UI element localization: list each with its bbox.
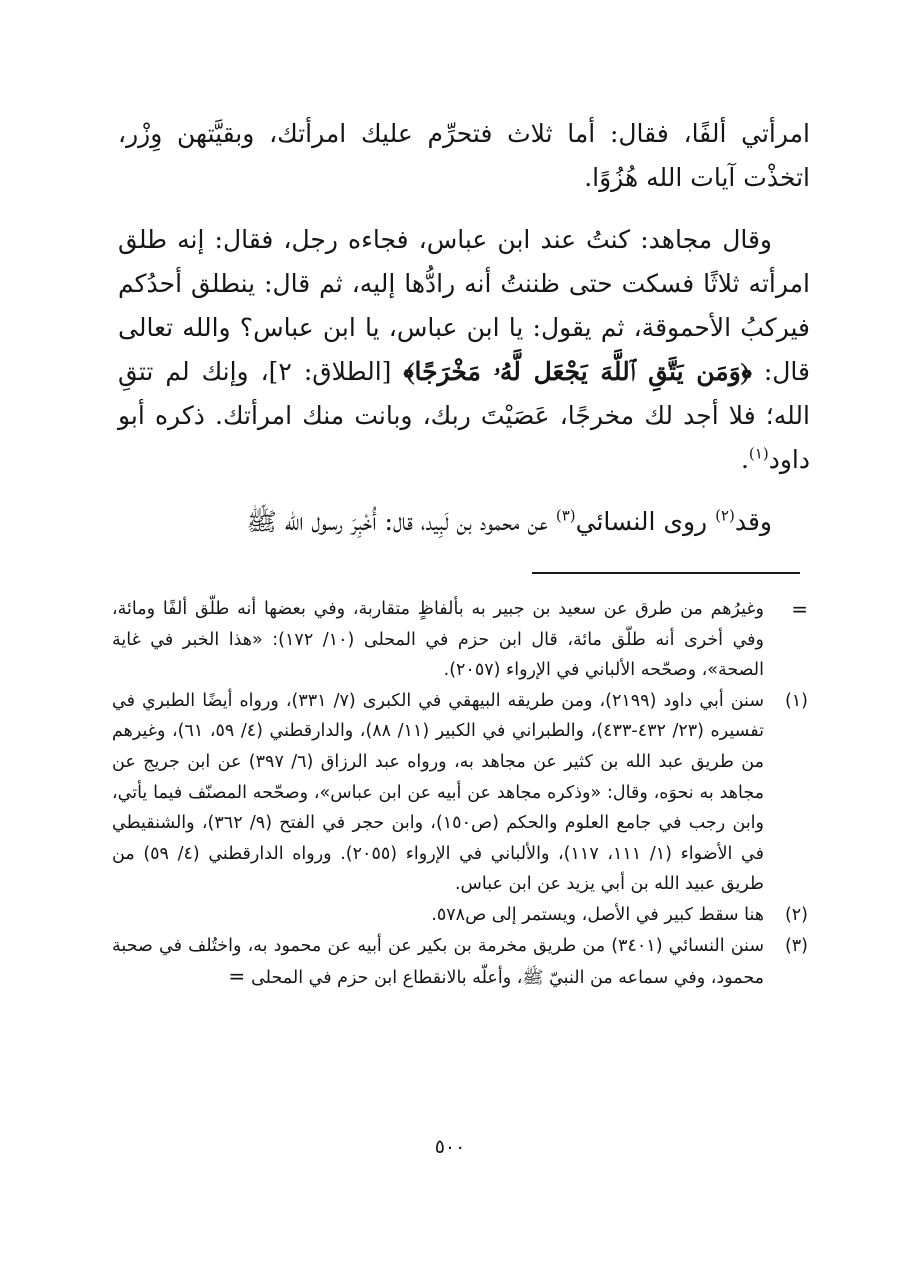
- paragraph-2-end: .: [740, 445, 749, 474]
- paragraph-3-text-b: روى النسائي: [575, 507, 716, 536]
- footnote-1: [112, 686, 808, 900]
- footnote-2-text: هنا سقط كبير في الأصل، ويستمر إلى ص٥٧٨.: [431, 904, 764, 925]
- page-number: ٥٠٠: [434, 1136, 466, 1158]
- paragraph-2: [118, 218, 810, 482]
- footnote-divider: [532, 572, 800, 574]
- footnote-2: [112, 900, 808, 931]
- footnote-3: [112, 931, 808, 994]
- footnote-3-text: سنن النسائي (٣٤٠١) من طريق مخرمة بن بكير عن أبيه عن محمود به، واختُلف في صحبة محمود، وفي سماعه من النبيّ ﷺ، وأعلّه بالانقطاع ابن حزم في المحلى: [112, 935, 764, 989]
- footnote-continued: [112, 594, 808, 686]
- paragraph-2-text-after: [الطلاق: ٢]، وإنك لم تتقِ الله؛ فلا أجد لك مخرجًا، عَصَيْتَ ربك، وبانت منك امرأتك. ذكره أبو داود: [118, 357, 810, 474]
- footnote-ref-2[interactable]: (٢): [715, 506, 735, 525]
- paragraph-3-text-c: عن محمود بن لَبِيد، قال: أُخْبِرَ رسول الله ﷺ: [246, 507, 556, 536]
- footnote-1-text: سنن أبي داود (٢١٩٩)، ومن طريقه البيهقي في الكبرى (٧/ ٣٣١)، ورواه أيضًا الطبري في تفسيره (٢٣/ ٤٣٢-٤٣٣)، والطبراني في الكبير (١١/ ٨٨)، والدارقطني (٤/ ٥٩، ٦١)، وغيرهم من طريق عبد الله بن كثير عن مجاهد به، ورواه عبد الرزاق (٦/ ٣٩٧) عن ابن جريج عن مجاهد به نحوَه، وقال: «وذكره مجاهد عن أبيه عن ابن عباس»، وصحّحه المصنّف فيما يأتي، وابن رجب في جامع العلوم والحكم (ص١٥٠)، وابن حجر في الفتح (٩/ ٣٦٢)، والشنقيطي في الأضواء (١/ ١١١، ١١٧)، والألباني في الإرواء (٢٠٥٥). ورواه الدارقطني (٤/ ٥٩) من طريق عبيد الله بن أبي يزيد عن ابن عباس.: [112, 690, 764, 895]
- footnote-ref-3[interactable]: (٣): [555, 506, 576, 525]
- main-text: [118, 112, 810, 544]
- footnote-3-continuation-mark: =: [228, 964, 246, 989]
- paragraph-3-text-a: وقد: [734, 507, 772, 536]
- footnote-continued-mark: =: [791, 597, 808, 621]
- quran-verse: ﴿وَمَن يَتَّقِ ٱللَّهَ يَجْعَل لَّهُۥ مَخْرَجًا﴾: [403, 357, 752, 386]
- footnote-ref-1[interactable]: (١): [748, 444, 769, 463]
- paragraph-2-text: وقال مجاهد: كنتُ عند ابن عباس، فجاءه رجل، فقال: إنه طلق امرأته ثلاثًا فسكت حتى ظننتُ أنه رادُّها إليه، ثم قال: ينطلق أحدُكم فيركبُ الأحموقة، ثم يقول: يا ابن عباس، يا ابن عباس؟ والله تعالى قال:: [118, 225, 810, 386]
- paragraph-1-text: امرأتي ألفًا، فقال: أما ثلاث فتحرِّم عليك امرأتك، وبقيَّتهن وِزْر، اتخذْت آيات الله هُزُوًا.: [118, 119, 810, 192]
- footnote-3-mark: (٣): [784, 935, 808, 956]
- footnotes: [112, 594, 808, 994]
- footnote-continued-text: وغيرُهم من طرق عن سعيد بن جبير به بألفاظٍ متقاربة، وفي بعضها أنه طلّق ألفًا ومائة، وفي أخرى أنه طلّق مائة، قال ابن حزم في المحلى (١٠/ ١٧٢): «هذا الخبر في غاية الصحة»، وصحّحه الألباني في الإرواء (٢٠٥٧).: [112, 599, 764, 681]
- footnote-2-mark: (٢): [784, 904, 808, 925]
- paragraph-3: [118, 500, 810, 544]
- footnote-1-mark: (١): [784, 690, 808, 711]
- paragraph-1: [118, 112, 810, 200]
